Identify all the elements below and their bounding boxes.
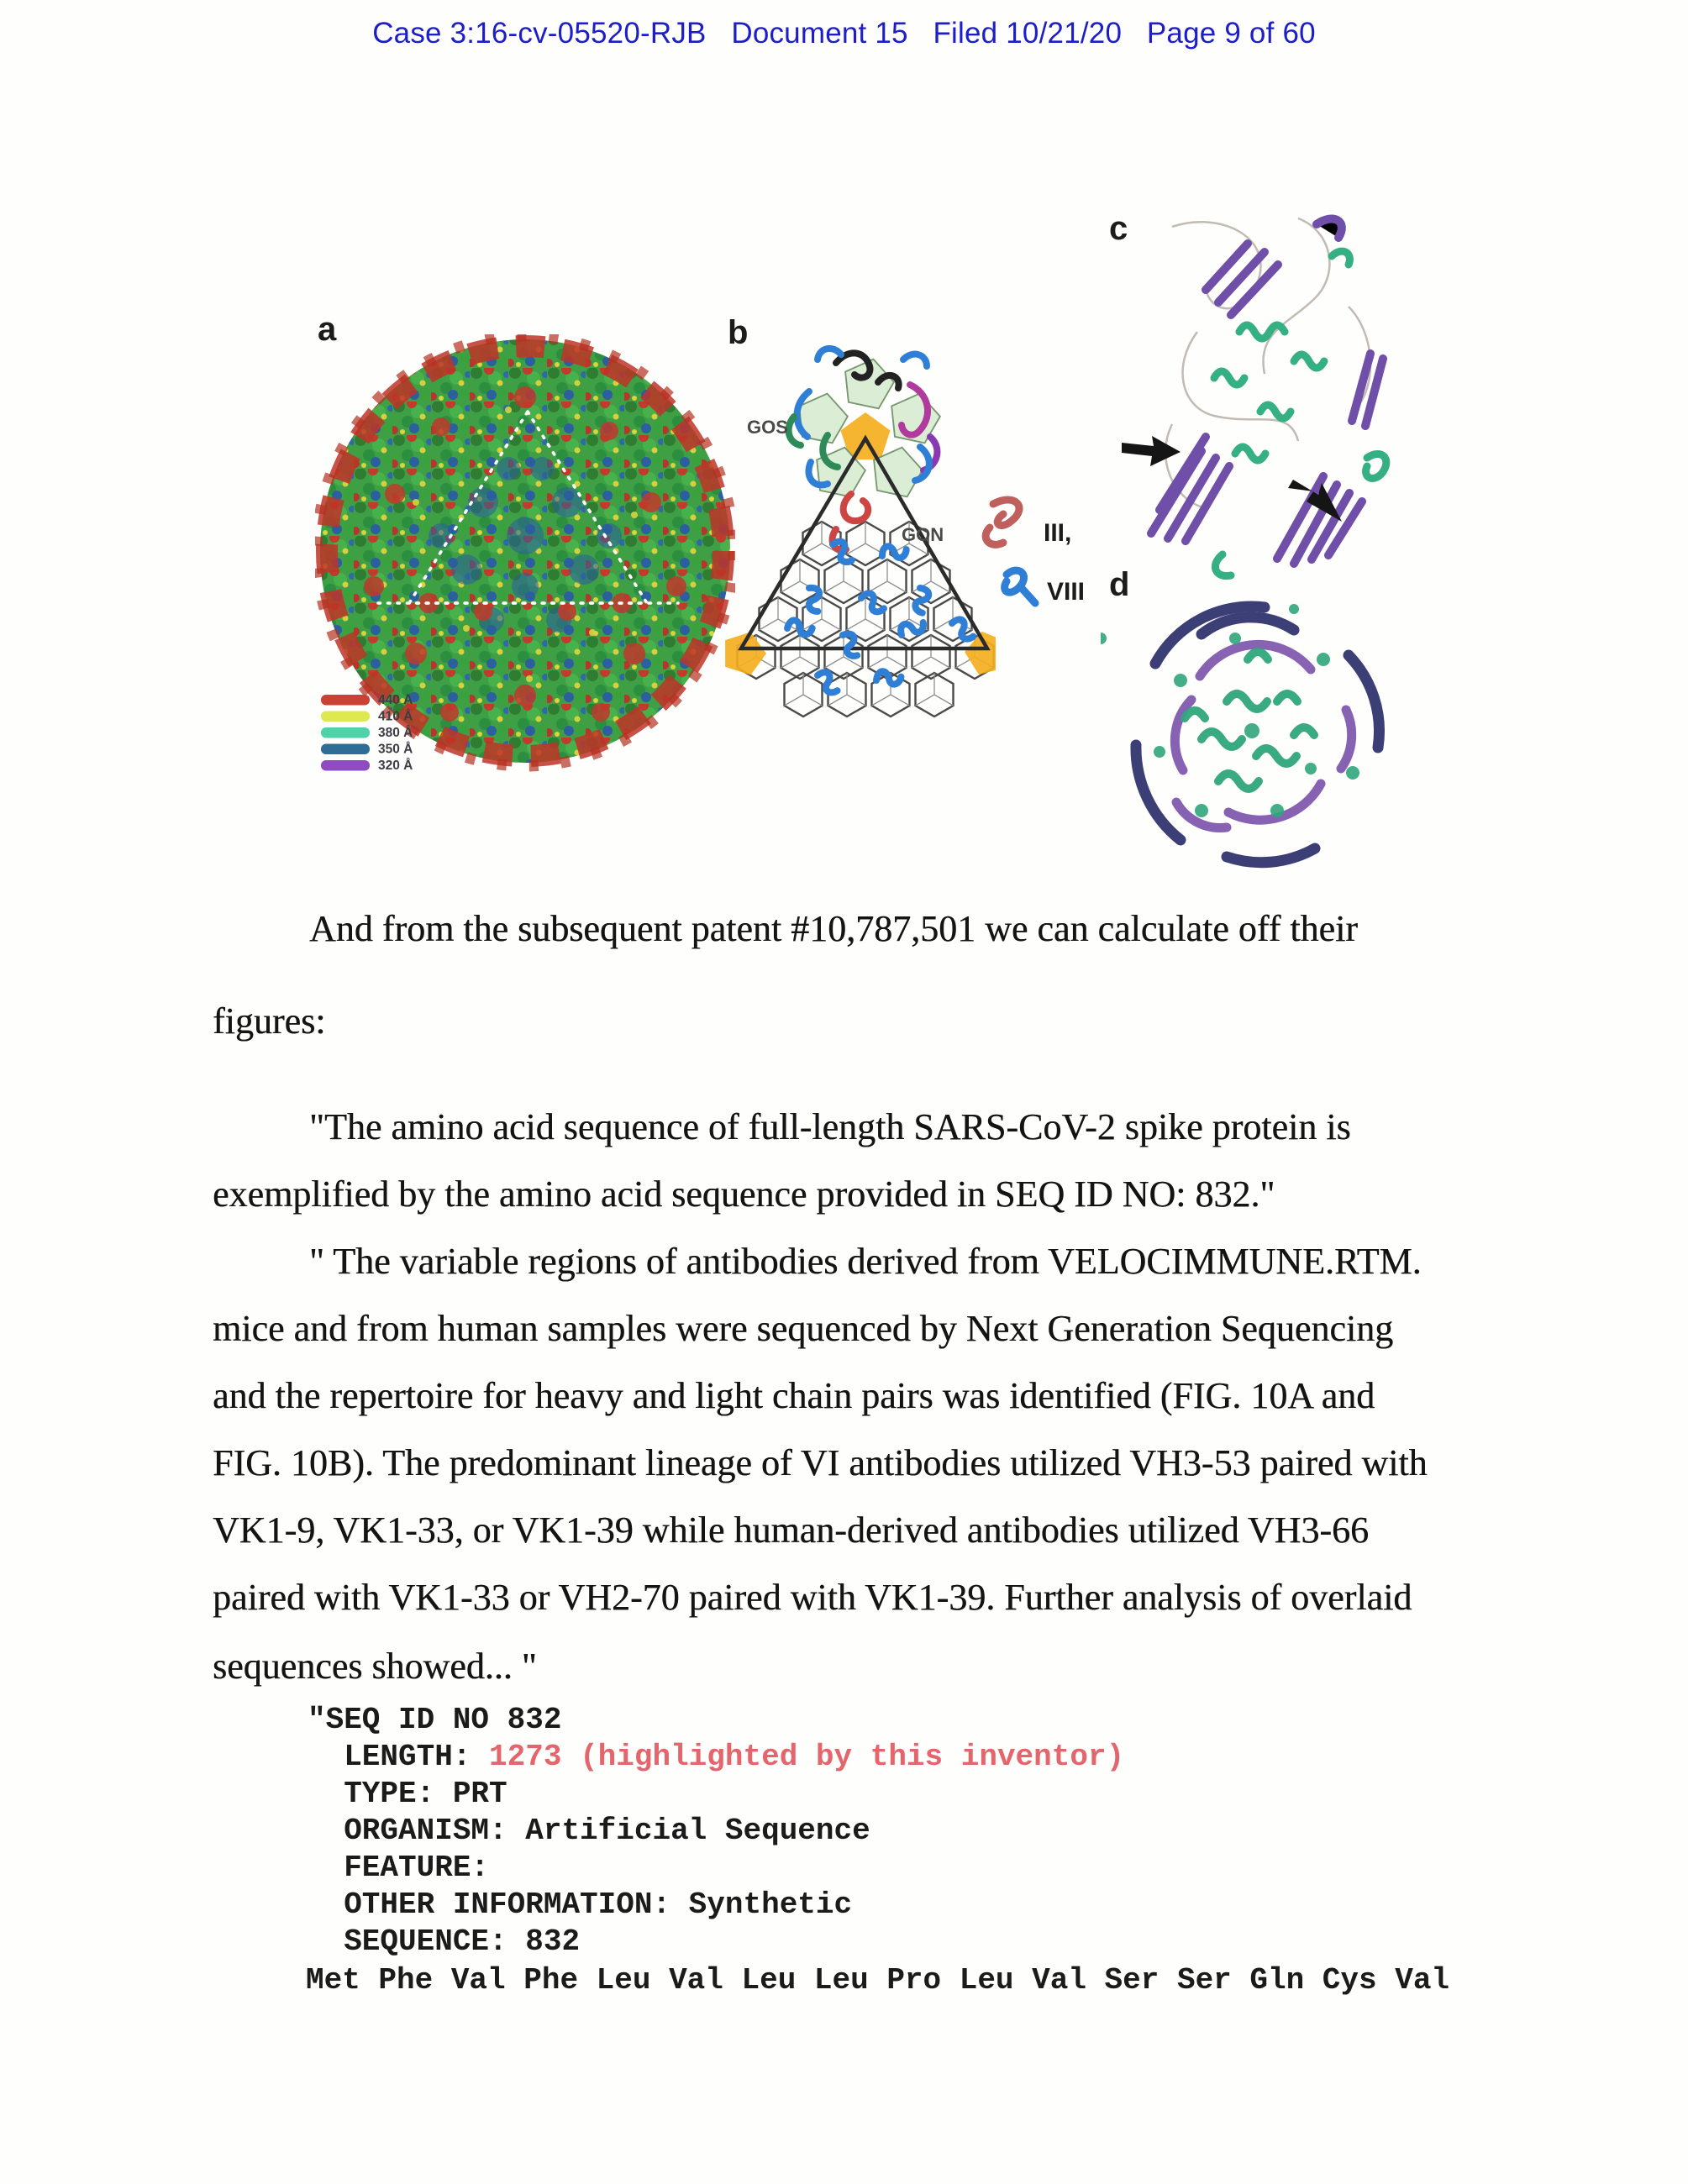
panel-b-subunit-key [966, 486, 1117, 624]
legend-label-350: 350 Å [378, 742, 413, 757]
gos-annotation: GOS [747, 417, 788, 438]
panel-c-label: c [1109, 210, 1128, 247]
panel-a-scale-legend [319, 694, 466, 782]
seq-line: "SEQ ID NO 832 [308, 1703, 562, 1737]
panel-b-lattice-schematic [710, 336, 996, 722]
body-line: paired with VK1-33 or VH2-70 paired with VK1-39. Further analysis of overlaid [213, 1577, 1412, 1618]
panel-d-label: d [1109, 566, 1130, 603]
legend-swatch-380 [321, 727, 370, 738]
body-line: mice and from human samples were sequenced by Next Generation Sequencing [213, 1308, 1394, 1349]
seq-line: SEQUENCE: 832 [308, 1924, 581, 1959]
panel-b-label: b [728, 314, 749, 351]
panel-c-ribbon-diagram [1122, 206, 1403, 584]
seq-line: TYPE: PRT [308, 1777, 507, 1811]
seq-aa-line: Met Phe Val Phe Leu Val Leu Leu Pro Leu Val Ser Ser Gln Cys Val [306, 1963, 1450, 1998]
iii-red-squiggle-icon [993, 500, 1019, 526]
body-line: exemplified by the amino acid sequence provided in SEQ ID NO: 832." [213, 1173, 1275, 1215]
seq-length-label: LENGTH: [308, 1740, 490, 1774]
panel-d-pentamer-assembly [1101, 559, 1403, 895]
legend-swatch-410 [321, 711, 370, 722]
seq-line: ORGANISM: Artificial Sequence [308, 1814, 870, 1848]
body-line: "The amino acid sequence of full-length SARS-CoV-2 spike protein is [309, 1106, 1351, 1147]
body-line: and the repertoire for heavy and light chain pairs was identified (FIG. 10A and [213, 1375, 1375, 1416]
seq-length-highlight: 1273 (highlighted by this inventor) [489, 1740, 1125, 1774]
body-line: VK1-9, VK1-33, or VK1-39 while human-derived antibodies utilized VH3-66 [213, 1509, 1369, 1551]
legend-label-410: 410 Å [378, 709, 413, 724]
body-line: figures: [213, 1000, 326, 1042]
body-line: sequences showed... " [213, 1646, 537, 1687]
seq-length-line [308, 1742, 1124, 1772]
roman-iii-label: III, [1044, 519, 1072, 547]
roman-viii-label: VIII [1047, 578, 1086, 606]
legend-swatch-320 [321, 760, 370, 771]
gon-annotation: GON [902, 524, 944, 545]
body-line: FIG. 10B). The predominant lineage of VI antibodies utilized VH3-53 paired with [213, 1442, 1428, 1483]
seq-line: FEATURE: [308, 1851, 490, 1885]
panel-a-label: a [318, 311, 337, 348]
case-header: Case 3:16-cv-05520-RJB Document 15 Filed 10/21/20 Page 9 of 60 [372, 17, 1316, 50]
body-line: " The variable regions of antibodies derived from VELOCIMMUNE.RTM. [309, 1241, 1422, 1282]
body-line: And from the subsequent patent #10,787,501 we can calculate off their [309, 908, 1358, 949]
legend-swatch-440 [321, 695, 370, 706]
legend-label-380: 380 Å [378, 726, 413, 740]
legend-swatch-350 [321, 744, 370, 755]
legend-label-320: 320 Å [378, 759, 413, 773]
legend-label-440: 440 Å [378, 694, 413, 707]
seq-line: OTHER INFORMATION: Synthetic [308, 1887, 853, 1922]
